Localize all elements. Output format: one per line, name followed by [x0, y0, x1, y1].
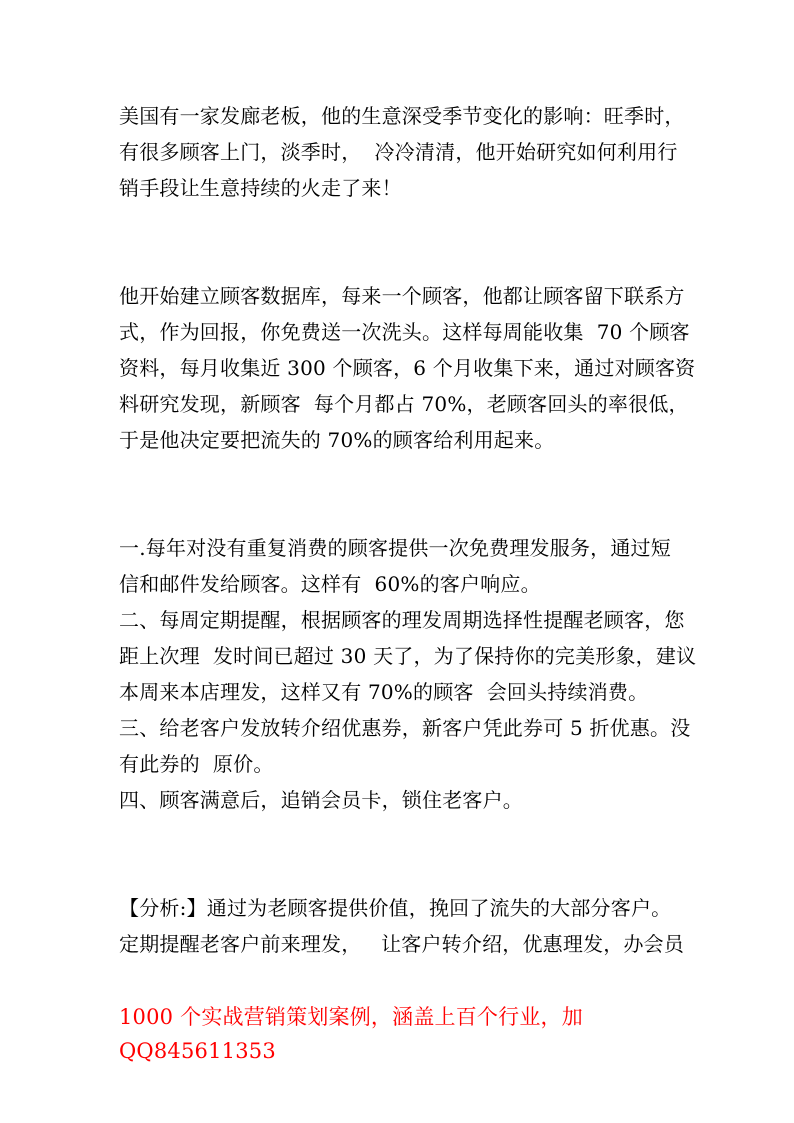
- text-line: 料研究发现，新顾客 每个月都占 70%，老顾客回头的率很低，: [119, 392, 689, 416]
- text-line: 美国有一家发廊老板，他的生意深受季节变化的影响：旺季时，: [119, 104, 685, 128]
- promo-line: 1000 个实战营销策划案例，涵盖上百个行业，加: [119, 1005, 583, 1029]
- paragraph-gap: [119, 818, 699, 890]
- text-line: 式，作为回报，你免费送一次洗头。这样每周能收集 70 个顾客: [119, 320, 690, 344]
- text-line: 信和邮件发给顾客。这样有 60%的客户响应。: [119, 572, 541, 596]
- text-line: 他开始建立顾客数据库，每来一个顾客，他都让顾客留下联系方: [119, 284, 685, 308]
- paragraph-database: [119, 278, 699, 458]
- document-body: [119, 98, 699, 962]
- text-line: 于是他决定要把流失的 70%的顾客给利用起来。: [119, 428, 555, 452]
- text-line: 有此券的 原价。: [119, 752, 274, 776]
- paragraph-steps: [119, 530, 699, 818]
- text-line: 销手段让生意持续的火走了来！: [119, 176, 402, 200]
- promo-line: QQ845611353: [119, 1039, 276, 1063]
- paragraph-gap: [119, 458, 699, 530]
- text-line: 三、给老客户发放转介绍优惠券，新客户凭此券可 5 折优惠。没: [119, 716, 691, 740]
- text-line: 二、每周定期提醒，根据顾客的理发周期选择性提醒老顾客，您: [119, 608, 685, 632]
- paragraph-intro: [119, 98, 699, 206]
- text-line: 本周来本店理发，这样又有 70%的顾客 会回头持续消费。: [119, 680, 649, 704]
- text-line: 一.每年对没有重复消费的顾客提供一次免费理发服务，通过短: [119, 536, 671, 560]
- text-line: 定期提醒老客户前来理发， 让客户转介绍，优惠理发，办会员: [119, 932, 685, 956]
- paragraph-analysis: [119, 890, 699, 962]
- text-line: 四、顾客满意后，追销会员卡，锁住老客户。: [119, 788, 523, 812]
- text-line: 【分析:】通过为老顾客提供价值，挽回了流失的大部分客户。: [119, 896, 672, 920]
- text-line: 资料，每月收集近 300 个顾客，6 个月收集下来，通过对顾客资: [119, 356, 696, 380]
- text-line: 距上次理 发时间已超过 30 天了，为了保持你的完美形象，建议: [119, 644, 697, 668]
- text-line: 有很多顾客上门，淡季时， 冷冷清清，他开始研究如何利用行: [119, 140, 678, 164]
- paragraph-gap: [119, 206, 699, 278]
- promo-footer: [119, 1000, 699, 1068]
